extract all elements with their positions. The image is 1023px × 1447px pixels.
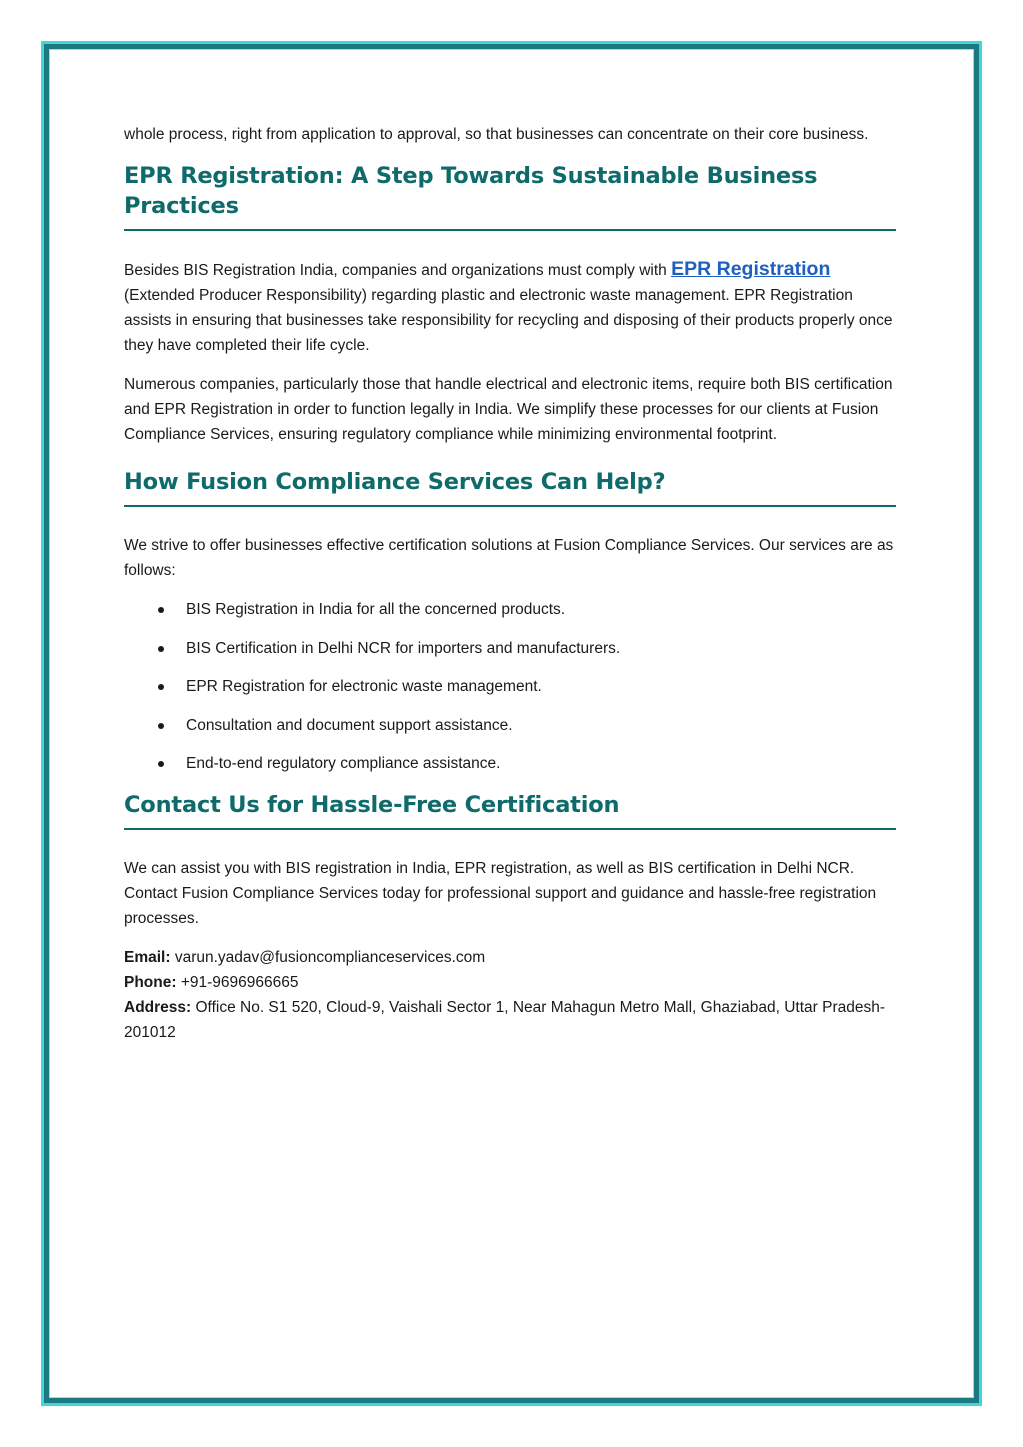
email-line: [124, 945, 900, 970]
address-value: Office No. S1 520, Cloud-9, Vaishali Sector 1, Near Mahagun Metro Mall, Ghaziabad, Uttar Pradesh-201012: [124, 999, 886, 1041]
heading-divider: [124, 828, 896, 830]
list-item-text: BIS Certification in Delhi NCR for importers and manufacturers.: [186, 639, 621, 657]
bullet-icon: [158, 761, 164, 767]
list-item: [186, 597, 900, 622]
contact-details: [124, 945, 900, 1045]
bullet-icon: [158, 607, 164, 613]
intro-paragraph: whole process, right from application to approval, so that businesses can concentrate on their core business.: [124, 126, 869, 143]
epr-registration-link[interactable]: EPR Registration: [671, 258, 831, 280]
bullet-icon: [158, 646, 164, 652]
bullet-icon: [158, 684, 164, 690]
section-heading-contact: Contact Us for Hassle-Free Certification: [124, 792, 620, 818]
heading-divider: [124, 229, 896, 231]
heading-divider: [124, 505, 896, 507]
bullet-icon: [158, 723, 164, 729]
section-heading-epr: EPR Registration: A Step Towards Sustainable Business Practices: [124, 163, 818, 219]
list-item: [186, 751, 900, 776]
list-item: [186, 713, 900, 738]
list-item: [186, 636, 900, 661]
phone-line: [124, 970, 900, 995]
services-list: [124, 597, 900, 776]
email-value[interactable]: varun.yadav@fusioncomplianceservices.com: [170, 949, 486, 966]
epr-paragraph-1-text-after: (Extended Producer Responsibility) regarding plastic and electronic waste management. EPR Registration assists in ensuring that businesses take responsibility for recycling and disposing of their products properly once they have completed their life cycle.: [124, 287, 893, 354]
phone-label: Phone:: [124, 974, 177, 991]
document-body: [124, 122, 900, 1045]
epr-paragraph-1: [124, 257, 900, 358]
list-item-text: BIS Registration in India for all the concerned products.: [186, 601, 566, 618]
phone-value[interactable]: +91-9696966665: [176, 974, 299, 991]
list-item: [186, 674, 900, 699]
address-line: [124, 995, 900, 1045]
contact-paragraph: We can assist you with BIS registration in India, EPR registration, as well as BIS certification in Delhi NCR. Contact Fusion Compliance Services today for professional support and guidance and hassle-free registration processes.: [124, 860, 877, 927]
epr-paragraph-1-text-before: Besides BIS Registration India, companies and organizations must comply with: [124, 262, 672, 279]
list-item-text: EPR Registration for electronic waste management.: [186, 678, 542, 695]
email-label: Email:: [124, 949, 171, 966]
epr-paragraph-2: Numerous companies, particularly those that handle electrical and electronic items, require both BIS certification and EPR Registration in order to function legally in India. We simplify these processes for our clients at Fusion Compliance Services, ensuring regulatory compliance while minimizing environmental footprint.: [124, 376, 893, 443]
list-item-text: Consultation and document support assistance.: [186, 716, 513, 734]
list-item-text: End-to-end regulatory compliance assistance.: [186, 755, 501, 772]
services-intro: We strive to offer businesses effective certification solutions at Fusion Compliance Services. Our services are as follows:: [124, 537, 894, 579]
section-heading-help: How Fusion Compliance Services Can Help?: [124, 469, 666, 495]
address-label: Address:: [124, 999, 192, 1016]
